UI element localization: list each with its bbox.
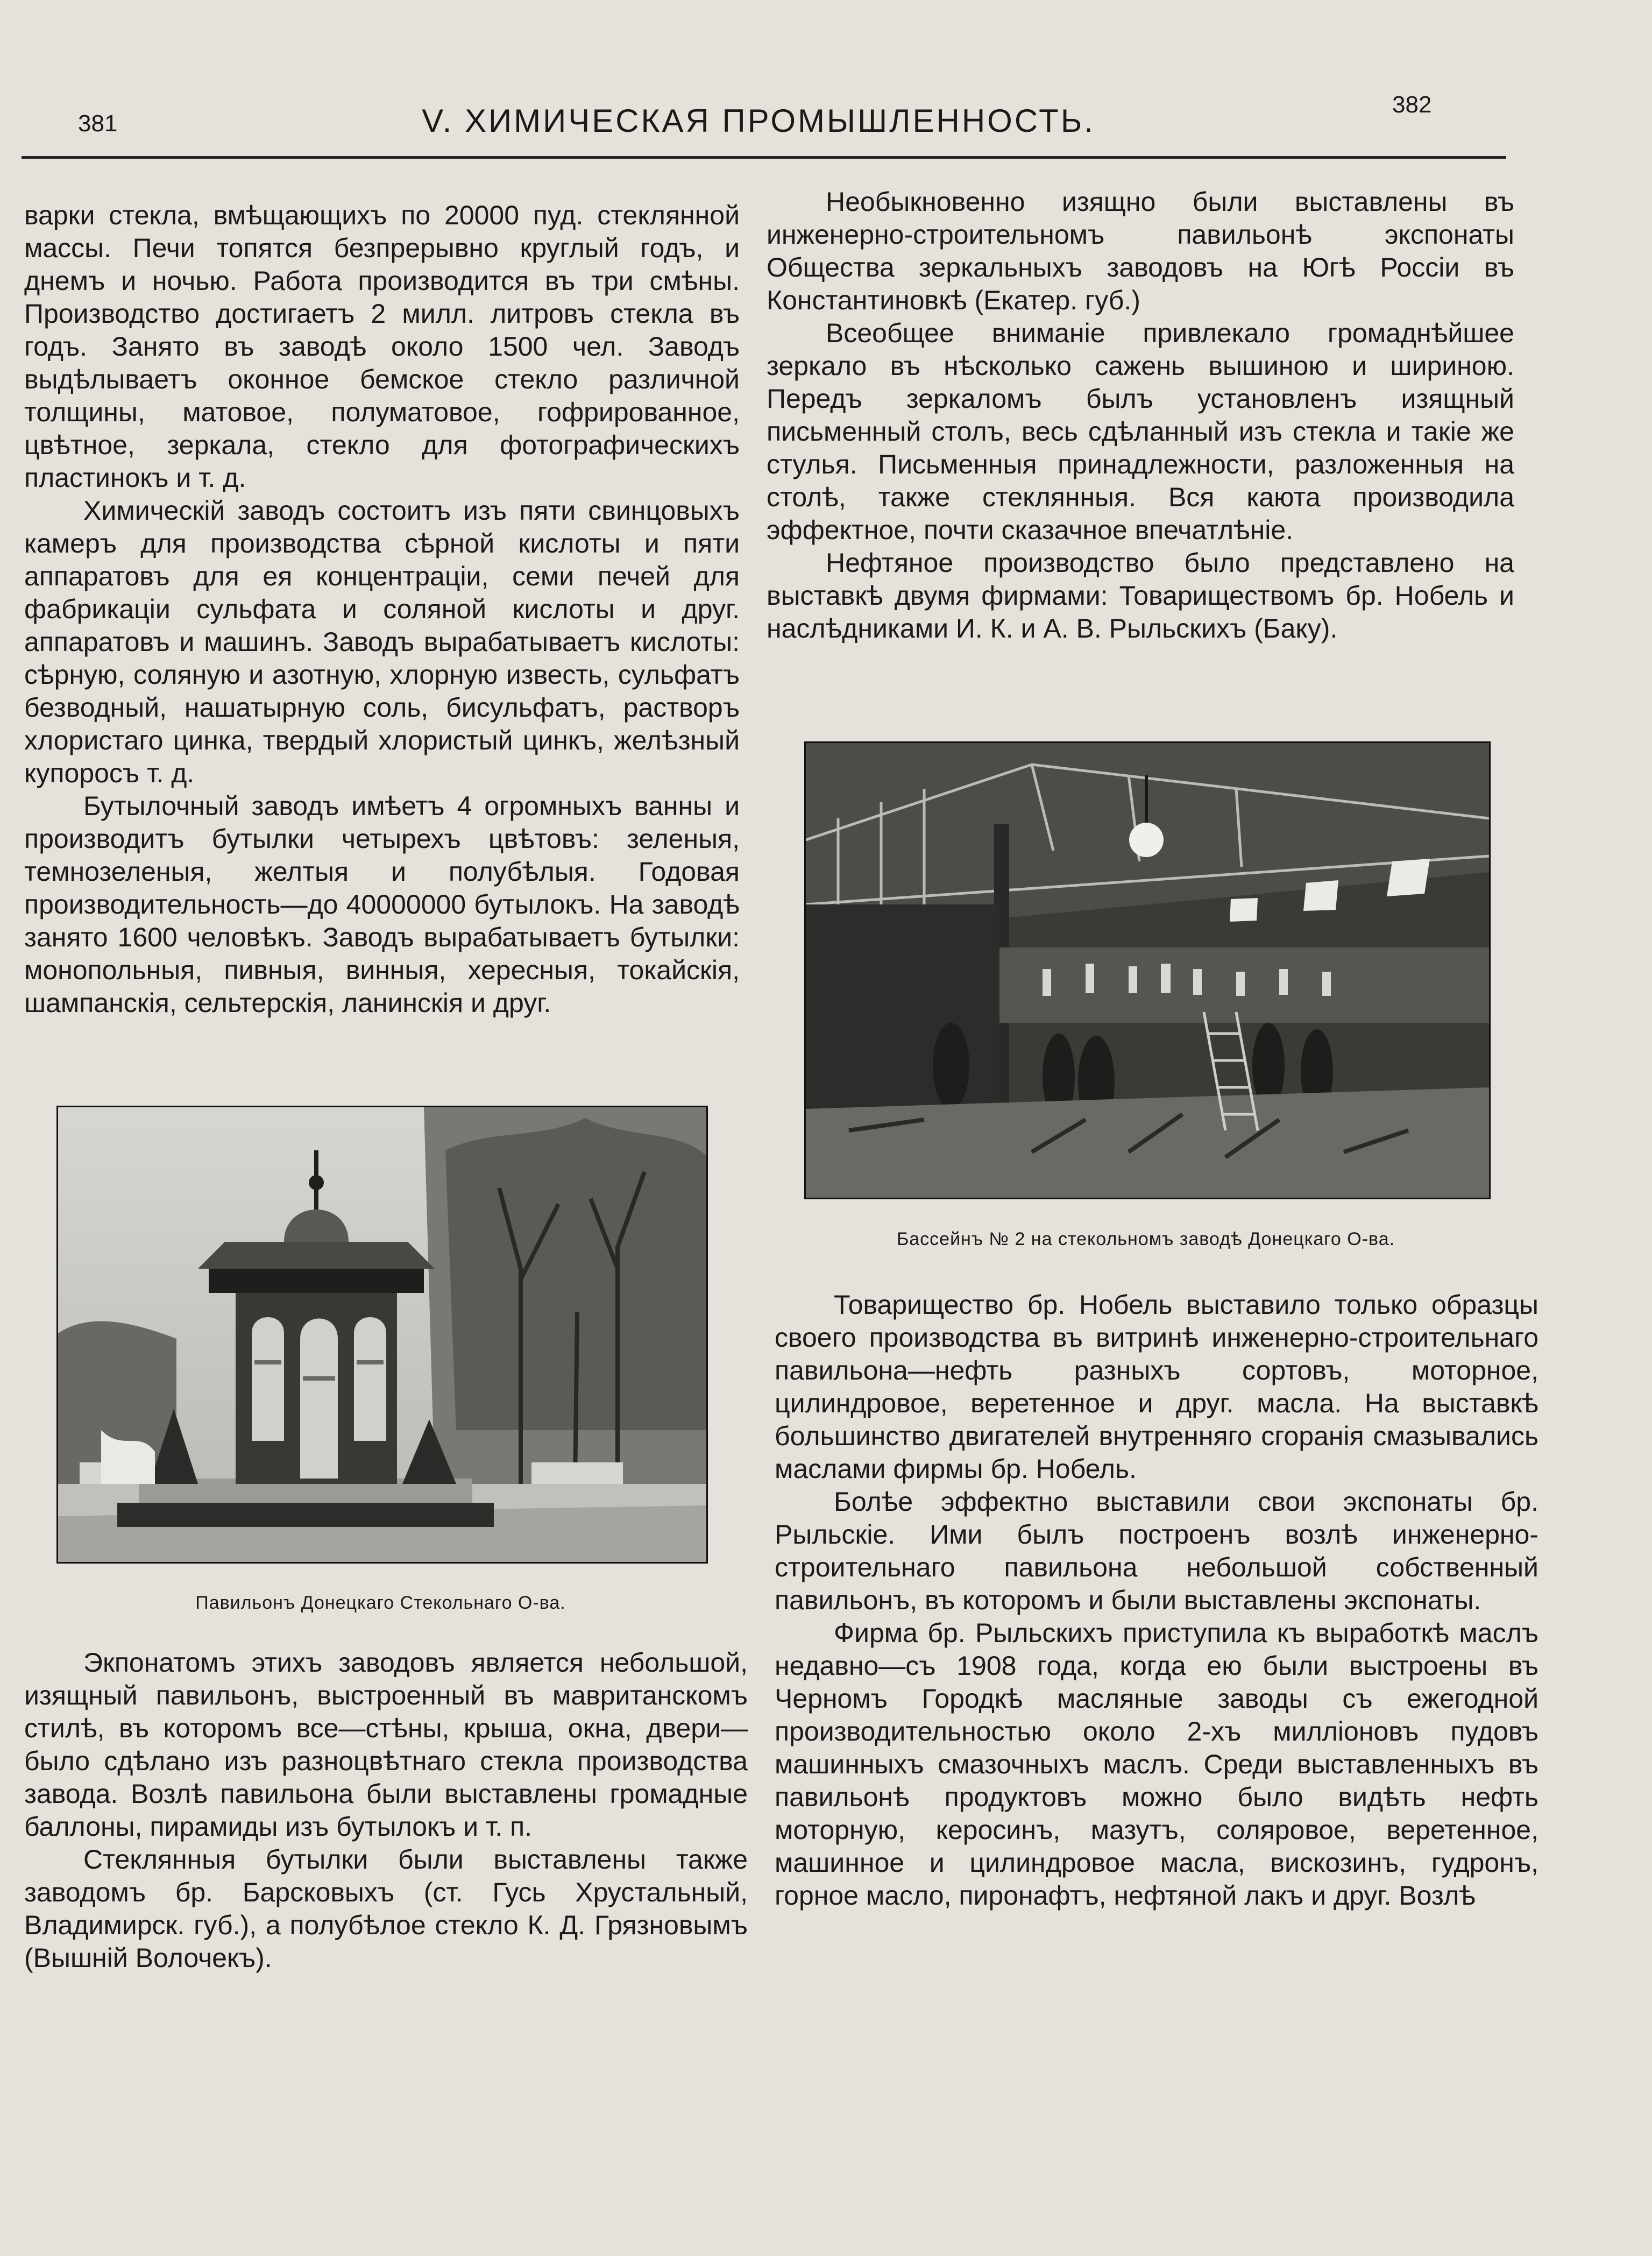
- paragraph: Нефтяное производство было представлено на выставкѣ двумя фирмами: Товариществомъ бр. Нобель и наслѣдниками И. К. и А. В. Рыльскихъ (Баку).: [767, 548, 1514, 643]
- paragraph: Химическій заводъ состоитъ изъ пяти свинцовыхъ камеръ для производства сѣрной кислоты и пяти аппаратовъ для ея концентраціи, семи печей для фабрикаціи сульфата и соляной кислоты и друг. аппаратовъ и машинъ. Заводъ вырабатываетъ кислоты: сѣрную, соляную и азотную, хлорную известь, сульфатъ безводный, нашатырную соль, бисульфатъ, растворъ хлористаго цинка, твердый хлористый цинкъ, желѣзный купоросъ т. д.: [24, 496, 740, 788]
- page-number-left: 381: [78, 110, 118, 137]
- left-column-top-text: [24, 199, 740, 1076]
- paragraph: Стеклянныя бутылки были выставлены также заводомъ бр. Барсковыхъ (ст. Гусь Хрустальный, Владимирск. губ.), а полубѣлое стекло К. Д. Грязновымъ (Вышній Волочекъ).: [24, 1844, 748, 1973]
- paragraph: Бутылочный заводъ имѣетъ 4 огромныхъ ванны и производитъ бутылки четырехъ цвѣтовъ: зеленыя, темнозеленыя, желтыя и полубѣлыя. Годовая производительность—до 40000000 бутылокъ. На заводѣ занято 1600 человѣкъ. Заводъ вырабатываетъ бутылки: монопольныя, пивныя, винныя, хересныя, токайскія, шампанскія, сельтерскія, ланинскія и друг.: [24, 791, 740, 1018]
- paragraph: Фирма бр. Рыльскихъ приступила къ выработкѣ маслъ недавно—съ 1908 года, когда ею были выстроены въ Черномъ Городкѣ масляные заводы съ ежегодной производительностью около 2-хъ милліоновъ пудовъ машинныхъ смазочныхъ маслъ. Среди выставленныхъ въ павильонѣ продуктовъ можно было видѣть нефть моторную, керосинъ, мазутъ, соляровое, веретенное, машинное и цилиндровое масла, вискозинъ, гудронъ, горное масло, пиронафтъ, нефтяной лакъ и друг. Возлѣ: [775, 1618, 1538, 1911]
- header-rule: [22, 156, 1506, 159]
- paragraph: Болѣе эффектно выставили свои экспонаты бр. Рыльскіе. Ими былъ построенъ возлѣ инженерно-строительнаго павильона небольшой собственный павильонъ, въ которомъ и были выставлены экспонаты.: [775, 1487, 1538, 1615]
- pavilion-photo-caption: Павильонъ Донецкаго Стекольнаго О-ва.: [195, 1593, 566, 1613]
- left-column-bottom-text: [24, 1646, 748, 2012]
- running-header-title: V. ХИМИЧЕСКАЯ ПРОМЫШЛЕННОСТЬ.: [422, 103, 1095, 139]
- paragraph: варки стекла, вмѣщающихъ по 20000 пуд. стеклянной массы. Печи топятся безпрерывно круглый годъ, и днемъ и ночью. Работа производится въ три смѣны. Производство достигаетъ 2 милл. литровъ стекла въ годъ. Занято въ заводѣ около 1500 чел. Заводъ выдѣлываетъ оконное бемское стекло различной толщины, матовое, полуматовое, гофрированное, цвѣтное, зеркала, стекло для фотографическихъ пластинокъ и т. д.: [24, 200, 740, 493]
- right-column-bottom-text: [775, 1289, 1538, 2031]
- paragraph: Экпонатомъ этихъ заводовъ является небольшой, изящный павильонъ, выстроенный въ мавританскомъ стилѣ, въ которомъ все—стѣны, крыша, окна, двери—было сдѣлано изъ разноцвѣтнаго стекла производства завода. Возлѣ павильона были выставлены громадные баллоны, пирамиды изъ бутылокъ и т. п.: [24, 1647, 748, 1842]
- page-number-right: 382: [1392, 91, 1432, 118]
- paragraph: Всеобщее вниманіе привлекало громаднѣйшее зеркало въ нѣсколько сажень вышиною и шириною. Передъ зеркаломъ былъ установленъ изящный письменный столъ, весь сдѣланный изъ стекла и такіе же стулья. Письменныя принадлежности, разложенныя на столѣ, также стеклянныя. Вся каюта производила эффектное, почти сказачное впечатлѣніе.: [767, 318, 1514, 545]
- pavilion-photo: [56, 1106, 708, 1564]
- paragraph: Необыкновенно изящно были выставлены въ инженерно-строительномъ павильонѣ экспонаты Общества зеркальныхъ заводовъ на Югѣ Россіи въ Константиновкѣ (Екатер. губ.): [767, 187, 1514, 315]
- factory-basin-photo: [804, 741, 1491, 1199]
- factory-basin-photo-caption: Бассейнъ № 2 на стекольномъ заводѣ Донецкаго О-ва.: [896, 1229, 1395, 1249]
- right-column-top-text: [767, 186, 1514, 718]
- paragraph: Товарищество бр. Нобель выставило только образцы своего производства въ витринѣ инженерно-строительнаго павильона—нефть разныхъ сортовъ, моторное, цилиндровое, веретенное и друг. масла. На выставкѣ большинство двигателей внутренняго сгоранія смазывались маслами фирмы бр. Нобель.: [775, 1290, 1538, 1484]
